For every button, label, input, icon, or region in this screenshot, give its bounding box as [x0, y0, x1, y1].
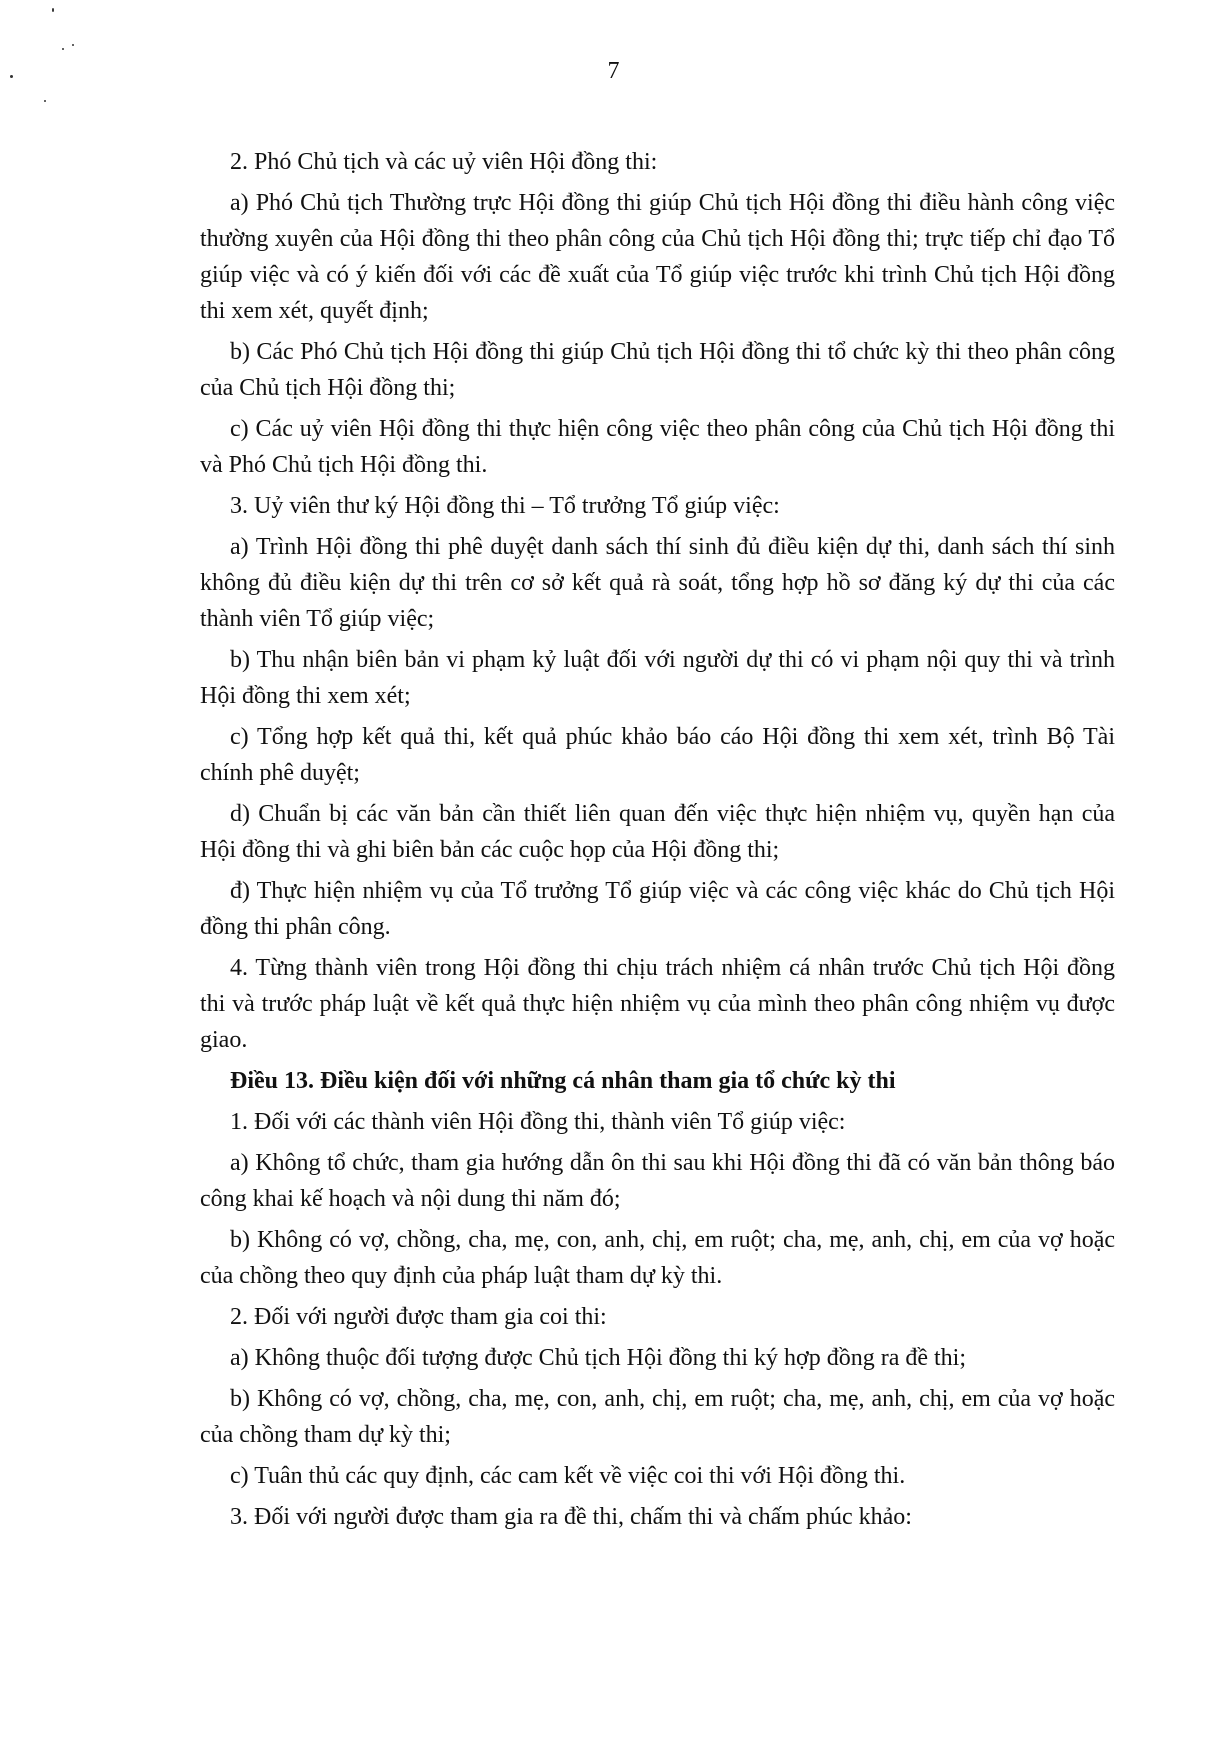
paragraph: b) Không có vợ, chồng, cha, mẹ, con, anh, chị, em ruột; cha, mẹ, anh, chị, em của vợ hoặc của chồng tham dự kỳ thi;: [200, 1386, 1115, 1448]
paragraph: 3. Uỷ viên thư ký Hội đồng thi – Tổ trưởng Tổ giúp việc:: [230, 493, 780, 519]
paragraph: 1. Đối với các thành viên Hội đồng thi, thành viên Tổ giúp việc:: [230, 1109, 846, 1135]
paragraph: d) Chuẩn bị các văn bản cần thiết liên quan đến việc thực hiện nhiệm vụ, quyền hạn của Hội đồng thi và ghi biên bản các cuộc họp của Hội đồng thi;: [200, 801, 1115, 863]
document-body: [200, 144, 1115, 1540]
paragraph: 2. Phó Chủ tịch và các uỷ viên Hội đồng thi:: [230, 149, 658, 175]
paragraph: 4. Từng thành viên trong Hội đồng thi chịu trách nhiệm cá nhân trước Chủ tịch Hội đồng thi và trước pháp luật về kết quả thực hiện nhiệm vụ của mình theo phân công nhiệm vụ được giao.: [200, 955, 1115, 1053]
paragraph: b) Thu nhận biên bản vi phạm kỷ luật đối với người dự thi có vi phạm nội quy thi và trình Hội đồng thi xem xét;: [200, 647, 1115, 709]
scan-speck: [44, 100, 46, 102]
paragraph: 3. Đối với người được tham gia ra đề thi, chấm thi và chấm phúc khảo:: [230, 1504, 912, 1530]
paragraph: 2. Đối với người được tham gia coi thi:: [230, 1304, 607, 1330]
paragraph: đ) Thực hiện nhiệm vụ của Tổ trưởng Tổ giúp việc và các công việc khác do Chủ tịch Hội đồng thi phân công.: [200, 878, 1115, 940]
paragraph: b) Không có vợ, chồng, cha, mẹ, con, anh, chị, em ruột; cha, mẹ, anh, chị, em của vợ hoặc của chồng theo quy định của pháp luật tham dự kỳ thi.: [200, 1227, 1115, 1289]
paragraph: c) Tuân thủ các quy định, các cam kết về việc coi thi với Hội đồng thi.: [230, 1463, 906, 1489]
scan-speck: [52, 8, 54, 12]
scan-speck: [62, 48, 64, 50]
paragraph: b) Các Phó Chủ tịch Hội đồng thi giúp Chủ tịch Hội đồng thi tổ chức kỳ thi theo phân công của Chủ tịch Hội đồng thi;: [200, 339, 1115, 401]
paragraph: a) Phó Chủ tịch Thường trực Hội đồng thi giúp Chủ tịch Hội đồng thi điều hành công việc thường xuyên của Hội đồng thi theo phân công của Chủ tịch Hội đồng thi; trực tiếp chỉ đạo Tổ giúp việc và có ý kiến đối với các đề xuất của Tổ giúp việc trước khi trình Chủ tịch Hội đồng thi xem xét, quyết định;: [200, 190, 1115, 324]
page-number: 7: [607, 58, 620, 84]
paragraph: c) Các uỷ viên Hội đồng thi thực hiện công việc theo phân công của Chủ tịch Hội đồng thi và Phó Chủ tịch Hội đồng thi.: [200, 416, 1115, 478]
paragraph: c) Tổng hợp kết quả thi, kết quả phúc khảo báo cáo Hội đồng thi xem xét, trình Bộ Tài chính phê duyệt;: [200, 724, 1115, 786]
article-heading: Điều 13. Điều kiện đối với những cá nhân tham gia tổ chức kỳ thi: [230, 1068, 896, 1094]
paragraph: a) Không thuộc đối tượng được Chủ tịch Hội đồng thi ký hợp đồng ra đề thi;: [230, 1345, 967, 1371]
paragraph: a) Trình Hội đồng thi phê duyệt danh sách thí sinh đủ điều kiện dự thi, danh sách thí sinh không đủ điều kiện dự thi trên cơ sở kết quả rà soát, tổng hợp hồ sơ đăng ký dự thi của các thành viên Tổ giúp việc;: [200, 534, 1115, 632]
paragraph: a) Không tổ chức, tham gia hướng dẫn ôn thi sau khi Hội đồng thi đã có văn bản thông báo công khai kế hoạch và nội dung thi năm đó;: [200, 1150, 1115, 1212]
scan-speck: [72, 44, 74, 46]
